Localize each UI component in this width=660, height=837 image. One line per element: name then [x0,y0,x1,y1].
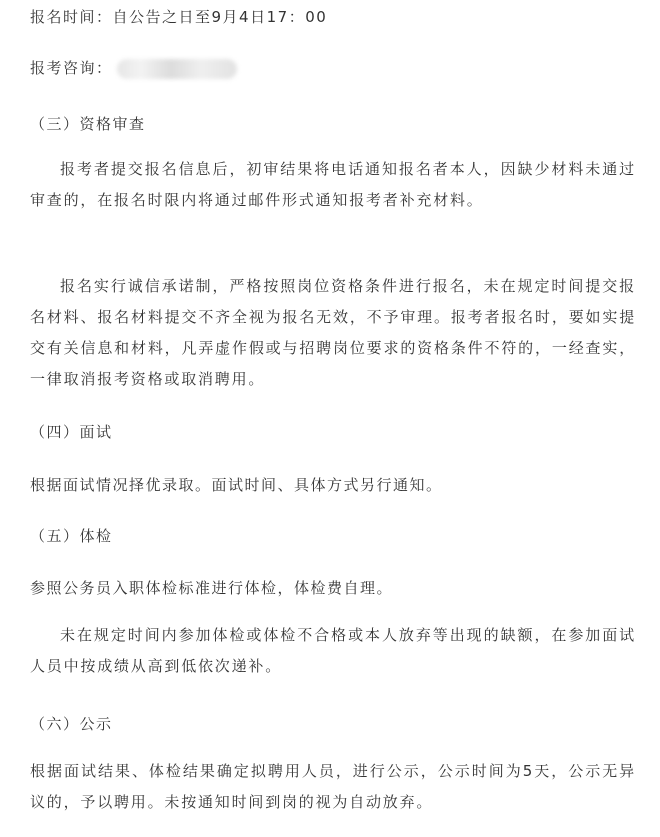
section-5-heading: （五）体检 [30,527,113,545]
registration-consult-line [30,58,237,79]
section-6-heading: （六）公示 [30,715,113,733]
section-5-text: 参照公务员入职体检标准进行体检，体检费自理。 [30,579,394,597]
redacted-contact [117,59,237,79]
section-3-paragraph-1: 报考者提交报名信息后，初审结果将电话通知报名者本人，因缺少材料未通过审查的，在报名时限内将通过邮件形式通知报考者补充材料。 [30,160,636,209]
section-4-heading: （四）面试 [30,423,113,441]
section-5-paragraph: 未在规定时间内参加体检或体检不合格或本人放弃等出现的缺额，在参加面试人员中按成绩从高到低依次递补。 [30,626,636,675]
section-6-text: 根据面试结果、体检结果确定拟聘用人员，进行公示，公示时间为5天，公示无异议的，予以聘用。未按通知时间到岗的视为自动放弃。 [30,762,636,811]
registration-consult-label: 报考咨询： [30,59,113,77]
registration-time-label: 报名时间： [30,8,113,26]
registration-time-value: 自公告之日至9月4日17：00 [112,8,328,26]
section-4-text: 根据面试情况择优录取。面试时间、具体方式另行通知。 [30,476,443,494]
section-3-paragraph-2: 报名实行诚信承诺制，严格按照岗位资格条件进行报名，未在规定时间提交报名材料、报名材料提交不齐全视为报名无效，不予审理。报考者报名时，要如实提交有关信息和材料，凡弄虚作假或与招聘岗位要求的资格条件不符的，一经查实，一律取消报考资格或取消聘用。 [30,277,636,388]
section-3-heading: （三）资格审查 [30,115,146,133]
registration-time-line [30,7,327,27]
